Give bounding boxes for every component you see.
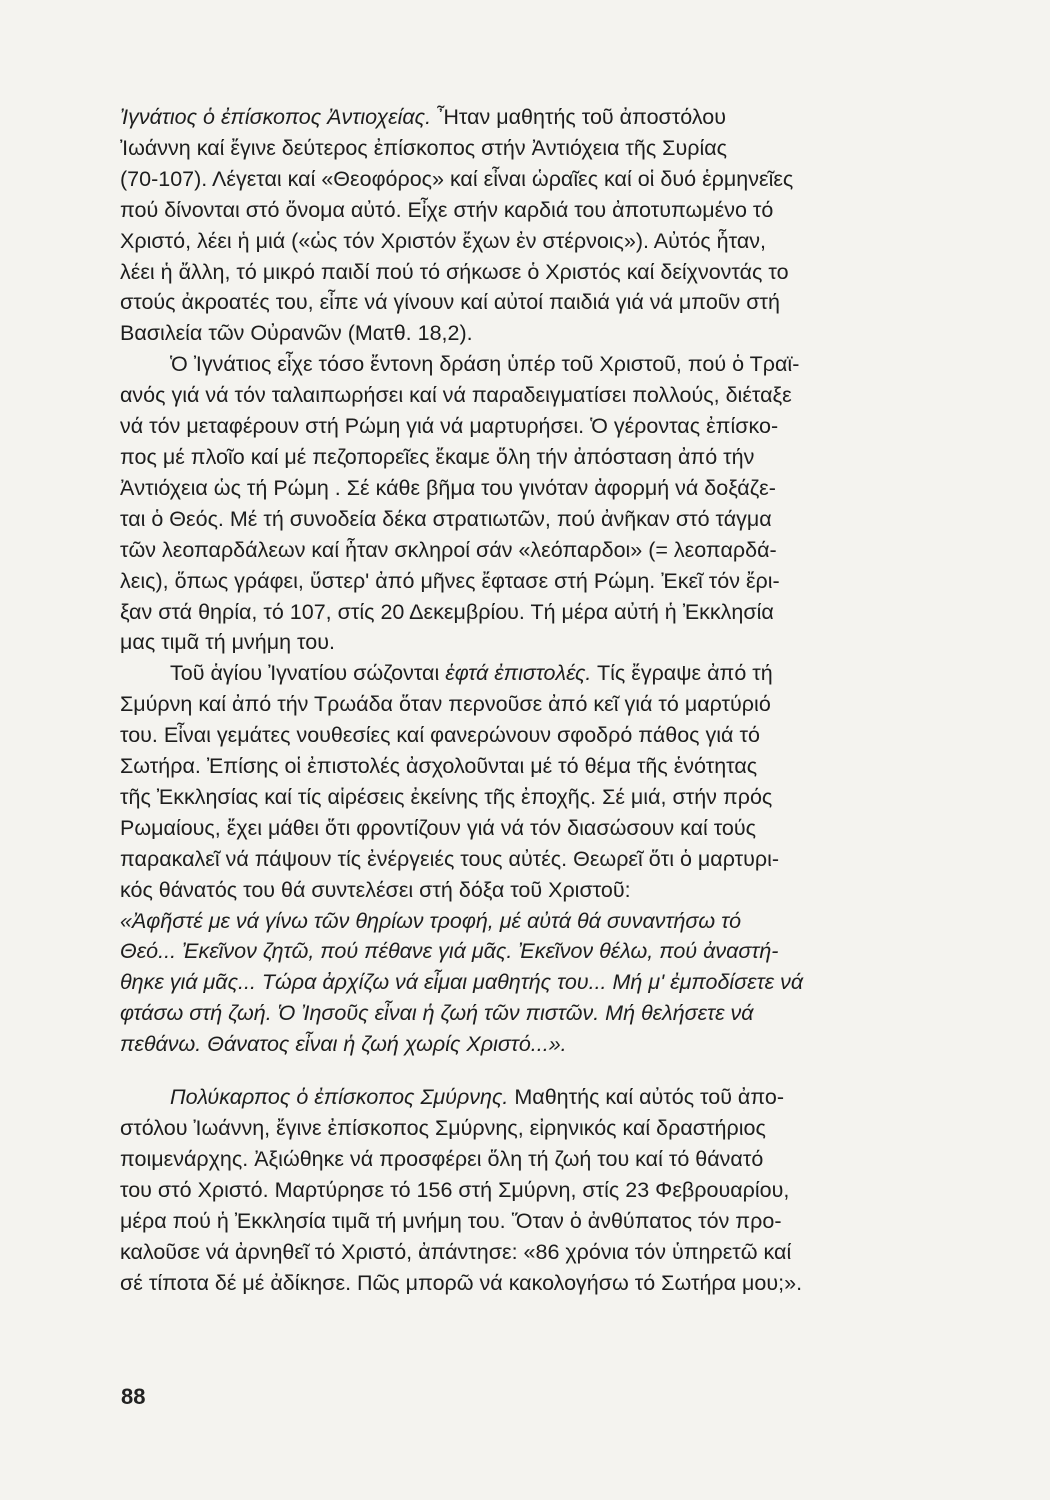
- text-line: [120, 504, 956, 535]
- text-line: [120, 689, 956, 720]
- text-line: [120, 998, 956, 1029]
- text-line: [120, 597, 956, 628]
- text-line: [120, 1237, 956, 1268]
- text-line: [120, 813, 956, 844]
- text-line: [120, 257, 956, 288]
- text-run: καλοῦσε νά ἀρνηθεῖ τό Χριστό, ἀπάντησε: «86 χρόνια τόν ὑπηρετῶ καί: [120, 1239, 792, 1264]
- text-run: σέ τίποτα δέ μέ ἀδίκησε. Πῶς μπορῶ νά κακολογήσω τό Σωτήρα μου;».: [120, 1270, 803, 1295]
- text-line: [120, 1029, 956, 1060]
- text-run: Ρωμαίους, ἔχει μάθει ὅτι φροντίζουν γιά νά τόν διασώσουν καί τούς: [120, 815, 757, 840]
- text-run: Σμύρνη καί ἀπό τήν Τρωάδα ὅταν περνοῦσε ἀπό κεῖ γιά τό μαρτύριό: [120, 692, 771, 717]
- italic-text: «Ἀφῆστέ με νά γίνω τῶν θηρίων τροφή, μέ αὐτά θά συναντήσω τό: [120, 908, 742, 933]
- text-run: του. Εἶναι γεμάτες νουθεσίες καί φανερώνουν σφοδρό πάθος γιά τό: [120, 723, 760, 748]
- text-line: [120, 844, 956, 875]
- text-line: [120, 751, 956, 782]
- text-run: Ἰωάννη καί ἔγινε δεύτερος ἐπίσκοπος στήν Ἀντιόχεια τῆς Συρίας: [120, 135, 728, 160]
- text-run: Τίς ἔγραψε ἀπό τή: [591, 661, 773, 686]
- text-run: Μαθητής καί αὐτός τοῦ ἀπο-: [508, 1085, 785, 1110]
- text-run: τῆς Ἐκκλησίας καί τίς αἱρέσεις ἐκείνης τῆς ἐποχῆς. Σέ μιά, στήν πρός: [120, 784, 773, 809]
- italic-text: πεθάνω. Θάνατος εἶναι ἡ ζωή χωρίς Χριστό...».: [120, 1032, 567, 1057]
- text-line: [120, 1175, 956, 1206]
- text-line: [120, 1144, 956, 1175]
- page-body: [120, 102, 956, 1298]
- italic-text: θηκε γιά μᾶς... Τώρα ἀρχίζω νά εἶμαι μαθητής του... Μή μ' ἐμποδίσετε νά: [120, 970, 804, 995]
- text-run: νά τόν μεταφέρουν στή Ρώμη γιά νά μαρτυρήσει. Ὁ γέροντας ἐπίσκο-: [120, 414, 779, 439]
- text-run: ποιμενάρχης. Ἀξιώθηκε νά προσφέρει ὅλη τή ζωή του καί τό θάνατό: [120, 1146, 764, 1171]
- text-line: [120, 875, 956, 906]
- text-run: στούς ἀκροατές του, εἶπε νά γίνουν καί αὐτοί παιδιά γιά νά μποῦν στή: [120, 290, 780, 315]
- text-line: [120, 226, 956, 257]
- italic-text: ἑφτά ἐπιστολές.: [445, 661, 592, 686]
- text-line: [120, 102, 956, 133]
- text-run: μας τιμᾶ τή μνήμη του.: [120, 630, 335, 655]
- italic-text: Ἰγνάτιος ὁ ἐπίσκοπος Ἀντιοχείας.: [120, 105, 432, 129]
- text-line: [120, 566, 956, 597]
- text-line: [120, 906, 956, 937]
- text-run: του στό Χριστό. Μαρτύρησε τό 156 στή Σμύρνη, στίς 23 Φεβρουαρίου,: [120, 1177, 790, 1202]
- paragraph: [120, 102, 956, 349]
- text-line: [120, 195, 956, 226]
- italic-text: Θεό... Ἐκεῖνον ζητῶ, πού πέθανε γιά μᾶς. Ἐκεῖνον θέλω, πού ἀναστή-: [120, 939, 779, 964]
- page-number: 88: [121, 1384, 146, 1409]
- text-line: [120, 442, 956, 473]
- text-line: [120, 1082, 956, 1113]
- text-run: λεις), ὅπως γράφει, ὕστερ' ἀπό μῆνες ἔφτασε στή Ρώμη. Ἐκεῖ τόν ἔρι-: [120, 568, 780, 593]
- text-run: παρακαλεῖ νά πάψουν τίς ἐνέργειές τους αὐτές. Θεωρεῖ ὅτι ὁ μαρτυρι-: [120, 846, 780, 871]
- text-run: Τοῦ ἁγίου Ἰγνατίου σώζονται: [170, 661, 446, 686]
- text-run: ανός γιά νά τόν ταλαιπωρήσει καί νά παραδειγματίσει πολλούς, διέταξε: [120, 383, 792, 408]
- text-line: [120, 349, 956, 380]
- text-run: πος μέ πλοῖο καί μέ πεζοπορεῖες ἔκαμε ὅλη τήν ἀπόσταση ἀπό τήν: [120, 444, 755, 469]
- text-line: [120, 720, 956, 751]
- text-run: ξαν στά θηρία, τό 107, στίς 20 Δεκεμβρίου. Τή μέρα αὐτή ἡ Ἐκκλησία: [120, 599, 774, 624]
- text-run: ται ὁ Θεός. Μέ τή συνοδεία δέκα στρατιωτῶν, πού ἀνῆκαν στό τάγμα: [120, 506, 772, 531]
- text-line: [120, 1268, 956, 1299]
- italic-text: Πολύκαρπος ὁ ἐπίσκοπος Σμύρνης.: [170, 1085, 509, 1110]
- text-line: [120, 318, 956, 349]
- text-line: [120, 380, 956, 411]
- text-line: [120, 133, 956, 164]
- text-run: λέει ἡ ἄλλη, τό μικρό παιδί πού τό σήκωσε ὁ Χριστός καί δείχνοντάς το: [120, 259, 789, 284]
- text-run: Ὁ Ἰγνάτιος εἶχε τόσο ἔντονη δράση ὑπέρ τοῦ Χριστοῦ, πού ὁ Τραϊ-: [170, 352, 800, 377]
- text-run: Ἀντιόχεια ὡς τή Ρώμη . Σέ κάθε βῆμα του γινόταν ἀφορμή νά δοξάζε-: [120, 475, 776, 500]
- paragraph: [120, 1082, 956, 1298]
- text-line: [120, 1113, 956, 1144]
- text-run: κός θάνατός του θά συντελέσει στή δόξα τοῦ Χριστοῦ:: [120, 877, 631, 902]
- text-line: [120, 164, 956, 195]
- paragraph-gap: [120, 1060, 956, 1082]
- text-run: στόλου Ἰωάννη, ἔγινε ἐπίσκοπος Σμύρνης, εἰρηνικός καί δραστήριος: [120, 1116, 766, 1140]
- paragraph: [120, 658, 956, 1060]
- text-run: (70-107). Λέγεται καί «Θεοφόρος» καί εἶναι ὡραῖες καί οἱ δυό ἑρμηνεῖες: [120, 166, 794, 191]
- text-line: [120, 1206, 956, 1237]
- text-line: [120, 287, 956, 318]
- paragraph: [120, 349, 956, 658]
- text-run: Χριστό, λέει ἡ μιά («ὡς τόν Χριστόν ἔχων ἐν στέρνοις»). Αὐτός ἦταν,: [120, 228, 766, 253]
- text-line: [120, 782, 956, 813]
- text-run: Βασιλεία τῶν Οὐρανῶν (Ματθ. 18,2).: [120, 321, 473, 346]
- text-line: [120, 411, 956, 442]
- text-run: μέρα πού ἡ Ἐκκλησία τιμᾶ τή μνήμη του. Ὅταν ὁ ἀνθύπατος τόν προ-: [120, 1208, 782, 1233]
- italic-text: φτάσω στή ζωή. Ὁ Ἰησοῦς εἶναι ἡ ζωή τῶν πιστῶν. Μή θελήσετε νά: [120, 1001, 754, 1026]
- text-run: Ἦταν μαθητής τοῦ ἀποστόλου: [431, 105, 726, 129]
- text-line: [120, 627, 956, 658]
- text-run: πού δίνονται στό ὄνομα αὐτό. Εἶχε στήν καρδιά του ἀποτυπωμένο τό: [120, 197, 774, 222]
- text-line: [120, 967, 956, 998]
- text-line: [120, 473, 956, 504]
- text-run: Σωτήρα. Ἐπίσης οἱ ἐπιστολές ἀσχολοῦνται μέ τό θέμα τῆς ἑνότητας: [120, 754, 758, 779]
- text-run: τῶν λεοπαρδάλεων καί ἦταν σκληροί σάν «λεόπαρδοι» (= λεοπαρδά-: [120, 537, 777, 562]
- text-line: [120, 535, 956, 566]
- text-line: [120, 936, 956, 967]
- text-line: [120, 658, 956, 689]
